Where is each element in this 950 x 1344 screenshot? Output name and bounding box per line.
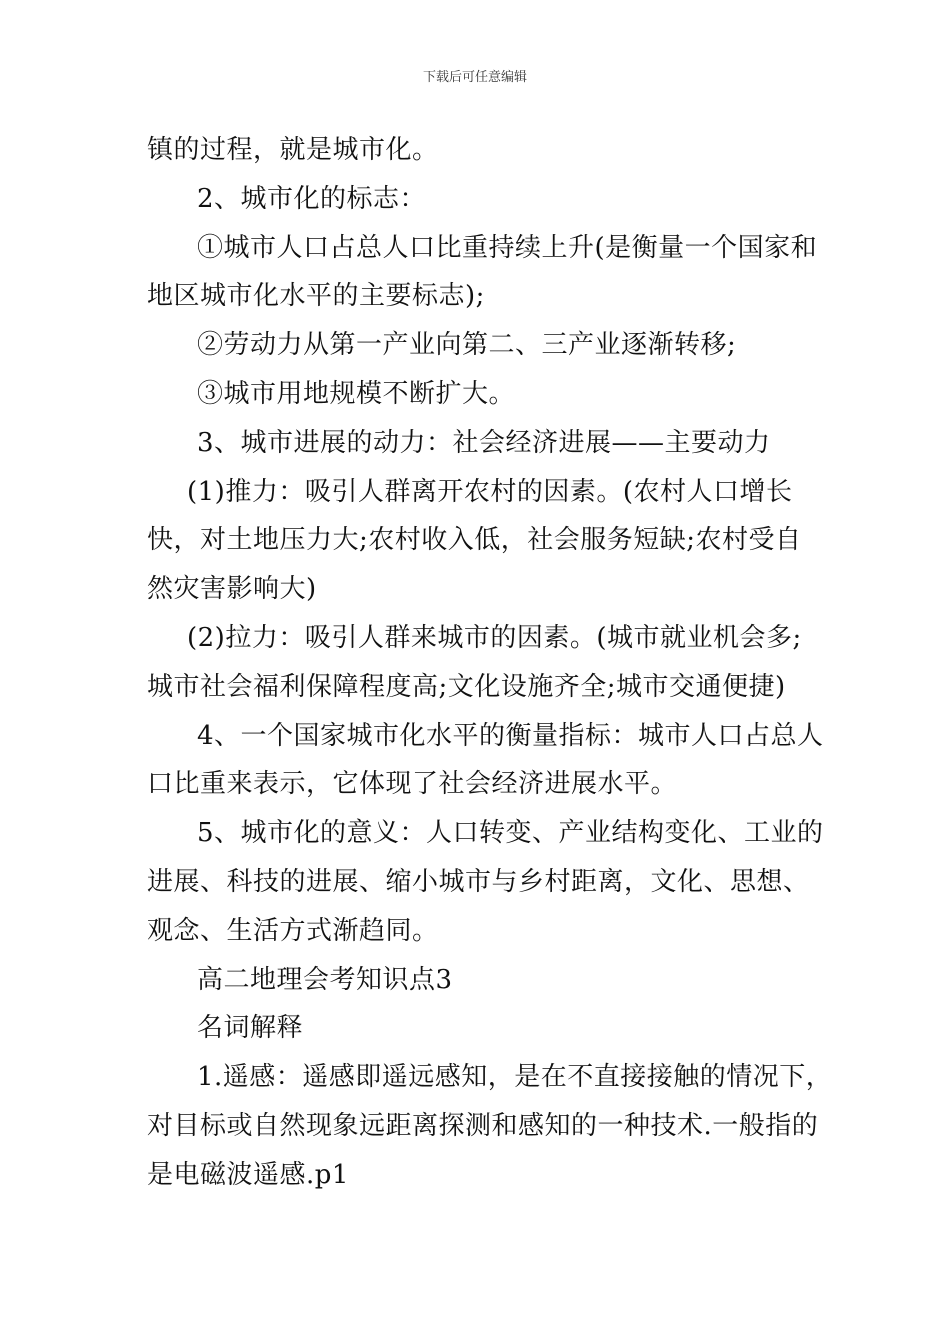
text-line: 进展、科技的进展、缩小城市与乡村距离，文化、思想、 xyxy=(147,866,810,897)
subsection-heading: 名词解释 xyxy=(197,1013,304,1044)
text-line: 4、一个国家城市化水平的衡量指标：城市人口占总人 xyxy=(197,720,824,751)
text-line: 观念、生活方式渐趋同。 xyxy=(147,915,439,946)
text-line: 口比重来表示，它体现了社会经济进展水平。 xyxy=(147,769,678,800)
text-line: 快，对土地压力大;农村收入低，社会服务短缺;农村受自 xyxy=(147,525,802,556)
text-line: ②劳动力从第一产业向第二、三产业逐渐转移; xyxy=(197,330,737,361)
text-line: 城市社会福利保障程度高;文化设施齐全;城市交通便捷) xyxy=(147,671,786,702)
text-line: 2、城市化的标志： xyxy=(197,183,427,214)
text-line: 地区城市化水平的主要标志); xyxy=(147,281,485,312)
text-line: 3、城市进展的动力：社会经济进展——主要动力 xyxy=(197,427,771,458)
text-line: (2)拉力：吸引人群来城市的因素。(城市就业机会多; xyxy=(187,622,802,653)
page-header: 下载后可任意编辑 xyxy=(422,70,527,85)
text-line: 5、城市化的意义：人口转变、产业结构变化、工业的 xyxy=(197,818,824,849)
text-line: ③城市用地规模不断扩大。 xyxy=(197,378,516,409)
text-line: ①城市人口占总人口比重持续上升(是衡量一个国家和 xyxy=(197,232,818,263)
text-line: 镇的过程，就是城市化。 xyxy=(147,135,439,165)
text-line: 然灾害影响大) xyxy=(147,574,317,605)
text-line: 是电磁波遥感.p1 xyxy=(147,1159,349,1190)
document-body xyxy=(147,126,833,1200)
text-line: 对目标或自然现象远距离探测和感知的一种技术.一般指的 xyxy=(147,1110,819,1141)
text-line: 1.遥感：遥感即遥远感知，是在不直接接触的情况下， xyxy=(197,1062,833,1093)
section-heading: 高二地理会考知识点3 xyxy=(197,964,453,995)
text-line: (1)推力：吸引人群离开农村的因素。(农村人口增长 xyxy=(187,476,793,507)
